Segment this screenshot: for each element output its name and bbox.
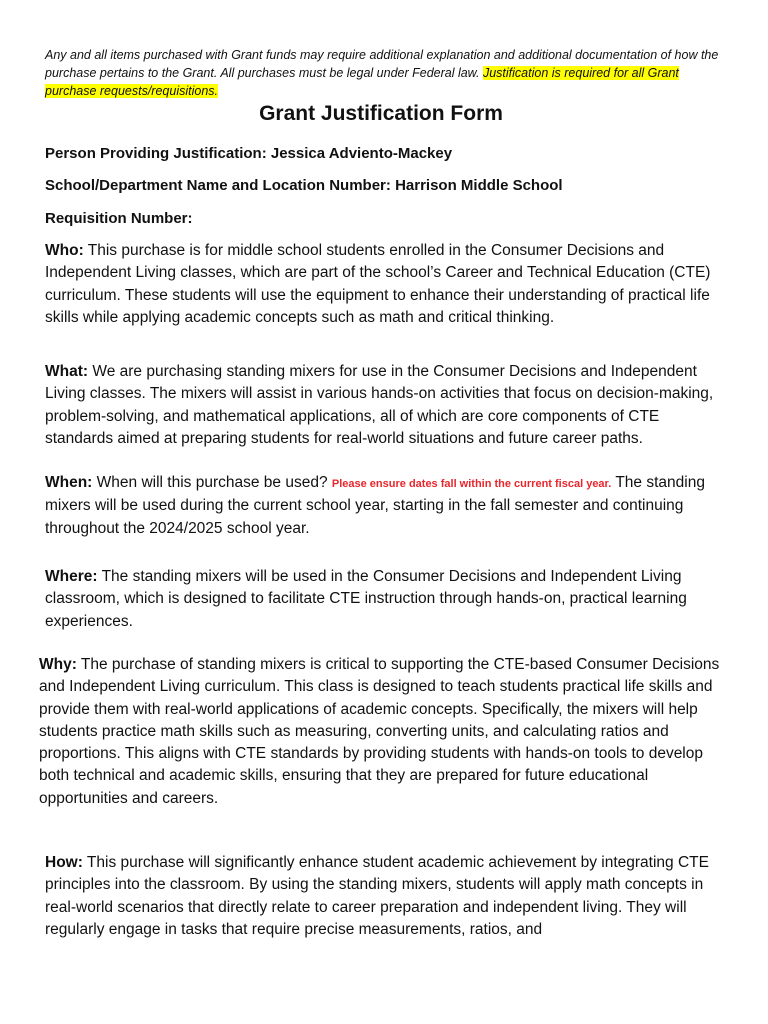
where-label: Where:: [45, 568, 98, 585]
disclaimer-highlight: Justification is required for all Grant purchase requests/requisitions.: [45, 66, 679, 98]
when-section: [45, 472, 725, 540]
why-text: The purchase of standing mixers is critical to supporting the CTE-based Consumer Decisions and Independent Living curriculum. This class is designed to teach students practical life skills and provide them with real-world applications of academic concepts. Specifically, the mixers will help students practice math skills such as measuring, converting units, and calculating ratios and proportions. This aligns with CTE standards by providing students with hands-on tools to develop both technical and academic skills, ensuring that they are prepared for future educational opportunities and careers.: [39, 656, 720, 807]
school-field: [45, 177, 563, 194]
what-text: We are purchasing standing mixers for use in the Consumer Decisions and Independent Living classes. The mixers will assist in various hands-on activities that focus on decision-making, problem-solving, and mathematical applications, all of which are core components of CTE standards aimed at preparing students for real-world situations and future career paths.: [45, 363, 714, 447]
disclaimer-text: Any and all items purchased with Grant funds may require additional explanation and additional documentation of how the purchase pertains to the Grant. All purchases must be legal under Federal law.: [45, 48, 719, 80]
why-label: Why:: [39, 656, 77, 673]
when-label: When:: [45, 474, 93, 491]
school-value: Harrison Middle School: [395, 177, 563, 194]
requisition-label: Requisition Number:: [45, 210, 193, 227]
how-text: This purchase will significantly enhance student academic achievement by integrating CTE principles into the classroom. By using the standing mixers, students will apply math concepts in real-world scenarios that directly relate to career preparation and independent living. They will regularly engage in tasks that require precise measurements, ratios, and: [45, 854, 709, 938]
where-section: [45, 566, 725, 633]
when-question: When will this purchase be used?: [96, 474, 328, 491]
when-text: The standing mixers will be used during the current school year, starting in the fall semester and continuing throughout the 2024/2025 school year.: [45, 474, 705, 537]
disclaimer-note: [45, 46, 725, 100]
who-text: This purchase is for middle school students enrolled in the Consumer Decisions and Independent Living classes, which are part of the school’s Career and Technical Education (CTE) curriculum. These students will use the equipment to enhance their understanding of practical life skills while applying academic concepts such as math and critical thinking.: [45, 242, 711, 326]
school-label: School/Department Name and Location Number:: [45, 177, 391, 194]
person-label: Person Providing Justification:: [45, 145, 267, 162]
why-section: [39, 654, 729, 810]
who-section: [45, 240, 725, 329]
how-label: How:: [45, 854, 83, 871]
who-label: Who:: [45, 242, 84, 259]
what-section: [45, 361, 725, 450]
fiscal-year-note: Please ensure dates fall within the current fiscal year.: [331, 478, 612, 490]
how-section: [45, 852, 725, 941]
form-title: Grant Justification Form: [259, 102, 503, 125]
requisition-field: [45, 210, 193, 227]
what-label: What:: [45, 363, 89, 380]
person-field: [45, 145, 452, 162]
person-value: Jessica Adviento-Mackey: [270, 145, 453, 162]
where-text: The standing mixers will be used in the Consumer Decisions and Independent Living classroom, which is designed to facilitate CTE instruction through hands-on, practical learning experiences.: [45, 568, 687, 630]
